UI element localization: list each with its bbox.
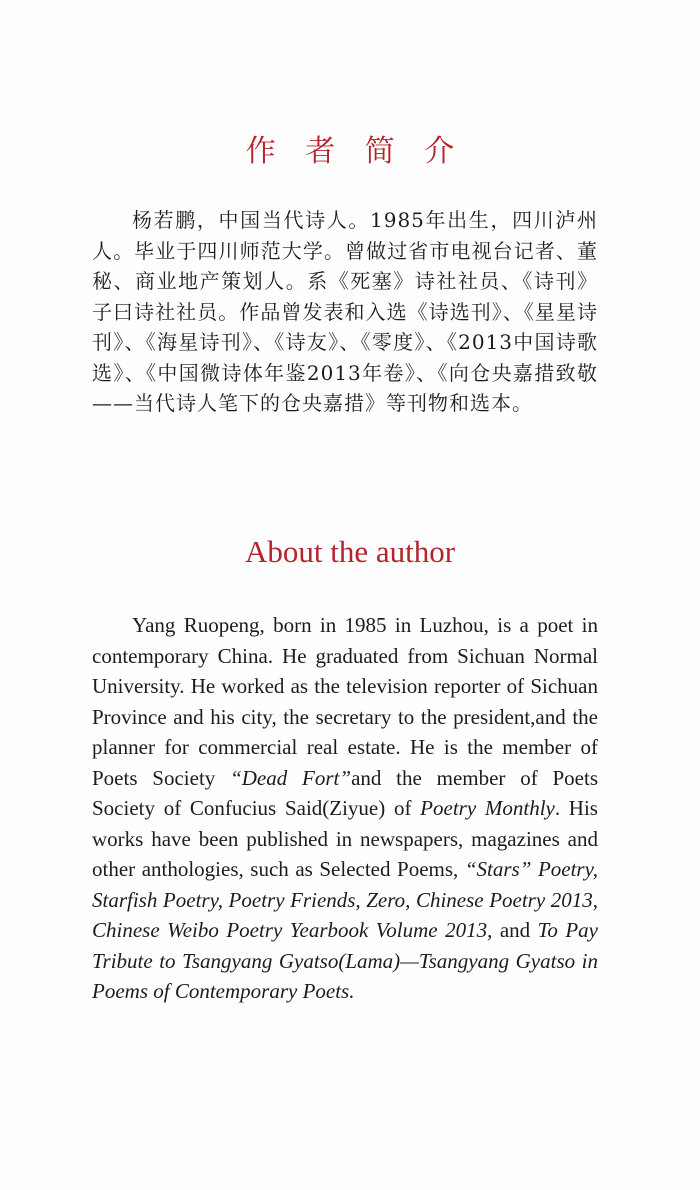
chinese-author-bio: 杨若鹏，中国当代诗人。1985年出生，四川泸州人。毕业于四川师范大学。曾做过省市电视台记者、董秘、商业地产策划人。系《死塞》诗社社员、《诗刊》子曰诗社社员。作品曾发表和入选《诗选刊》、《星星诗刊》、《海星诗刊》、《诗友》、《零度》、《2013中国诗歌选》、《中国微诗体年鉴2013年卷》、《向仓央嘉措致敬——当代诗人笔下的仓央嘉措》等刊物和选本。	[92, 208, 598, 415]
bio-text-part: and	[492, 918, 538, 942]
bio-text-part: . His works have been published in newspapers, magazines and other anthologies, such as Selected Poems,	[92, 796, 598, 881]
english-author-bio	[92, 610, 598, 1007]
bio-text-part: and the member of Poets Society of Confucius Said(Ziyue) of	[92, 765, 599, 820]
bio-italic-title: To Pay Tribute to Tsangyang Gyatso(Lama)—Tsangyang Gyatso in Poems of Contemporary Poets.	[92, 918, 598, 1003]
bio-italic-title: “Dead Fort”	[230, 765, 352, 790]
bio-italic-title: Poetry Monthly	[420, 796, 555, 820]
chinese-section-title: 作 者 简 介	[245, 134, 465, 169]
english-section-title: About the author	[244, 534, 456, 569]
bio-italic-title: “Stars” Poetry, Starfish Poetry, Poetry Friends, Zero, Chinese Poetry 2013, Chinese Weibo Poetry Yearbook Volume 2013,	[92, 857, 599, 942]
bio-text-part: Yang Ruopeng, born in 1985 in Luzhou, is a poet in contemporary China. He graduated from Sichuan Normal University. He worked as the television reporter of Sichuan Province and his city, the secretary to the president,and the planner for commercial real estate. He is the member of Poets Society	[92, 613, 598, 790]
